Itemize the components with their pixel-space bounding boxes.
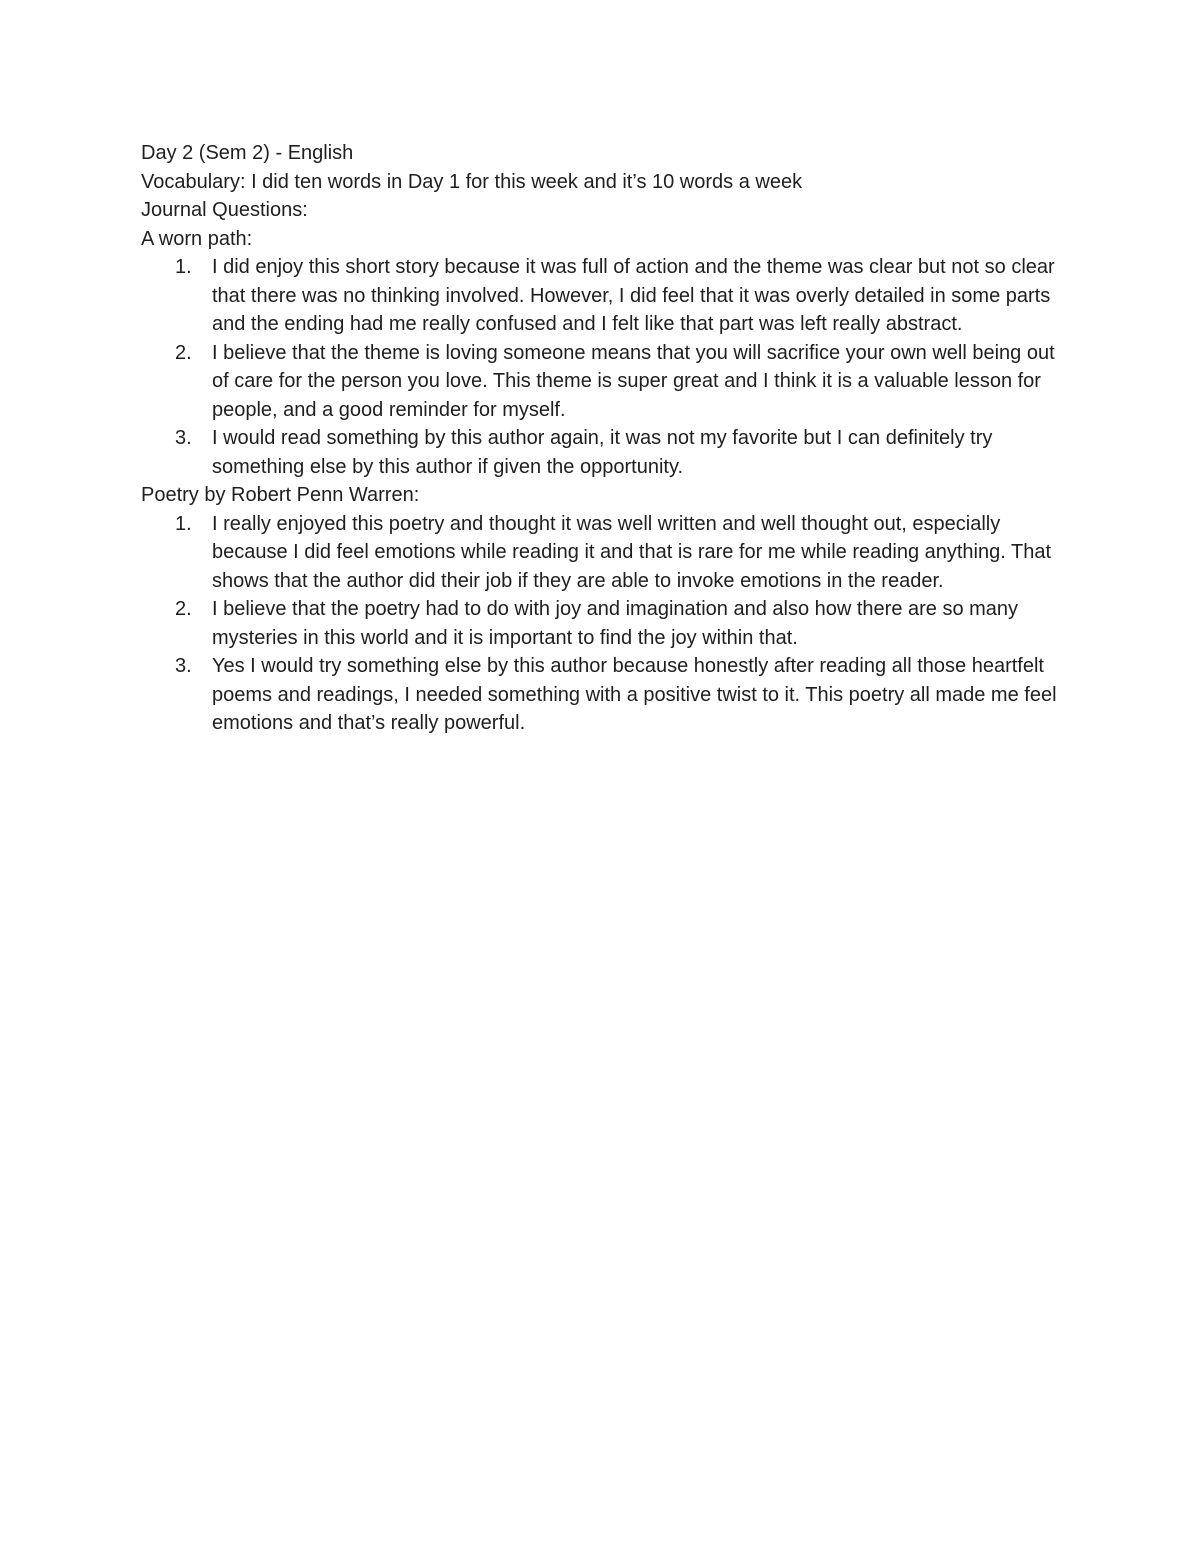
list-item — [141, 424, 1071, 481]
list-item-text: I would read something by this author again, it was not my favorite but I can definitely try something else by this author if given the opportunity. — [212, 427, 993, 478]
journal-heading: Journal Questions: — [141, 199, 308, 221]
list-item — [141, 595, 1071, 652]
worn-path-answers-list — [141, 253, 1071, 481]
document-title: Day 2 (Sem 2) - English — [141, 142, 354, 164]
list-item-text: I believe that the theme is loving someone means that you will sacrifice your own well being out of care for the person you love. This theme is super great and I think it is a valuable lesson for people, and a good reminder for myself. — [212, 341, 1055, 421]
section-heading-worn-path: A worn path: — [141, 227, 253, 250]
poetry-answers-list — [141, 510, 1071, 738]
list-item-text: I believe that the poetry had to do with joy and imagination and also how there are so many mysteries in this world and it is important to find the joy within that. — [212, 598, 1019, 649]
list-number: 1. — [175, 512, 192, 535]
list-item-text: Yes I would try something else by this author because honestly after reading all those heartfelt poems and readings, I needed something with a positive twist to it. This poetry all made me feel emotions and that’s really powerful. — [212, 655, 1057, 734]
list-number: 2. — [175, 341, 192, 364]
list-number: 3. — [175, 655, 192, 677]
list-item — [141, 339, 1071, 425]
vocabulary-line: Vocabulary: I did ten words in Day 1 for this week and it’s 10 words a week — [141, 170, 803, 193]
list-item — [141, 510, 1071, 596]
section-heading-poetry: Poetry by Robert Penn Warren: — [141, 484, 420, 506]
document-page — [141, 139, 1071, 738]
list-item — [141, 652, 1071, 738]
list-item-text: I really enjoyed this poetry and thought it was well written and well thought out, especially because I did feel emotions while reading it and that is rare for me while reading anything. That shows that the author did their job if they are able to invoke emotions in the reader. — [212, 512, 1052, 592]
list-number: 3. — [175, 427, 192, 449]
list-item — [141, 253, 1071, 339]
list-item-text: I did enjoy this short story because it was full of action and the theme was clear but not so clear that there was no thinking involved. However, I did feel that it was overly detailed in some parts and the ending had me really confused and I felt like that part was left really abstract. — [212, 256, 1055, 335]
list-number: 1. — [175, 256, 192, 278]
list-number: 2. — [175, 598, 192, 620]
